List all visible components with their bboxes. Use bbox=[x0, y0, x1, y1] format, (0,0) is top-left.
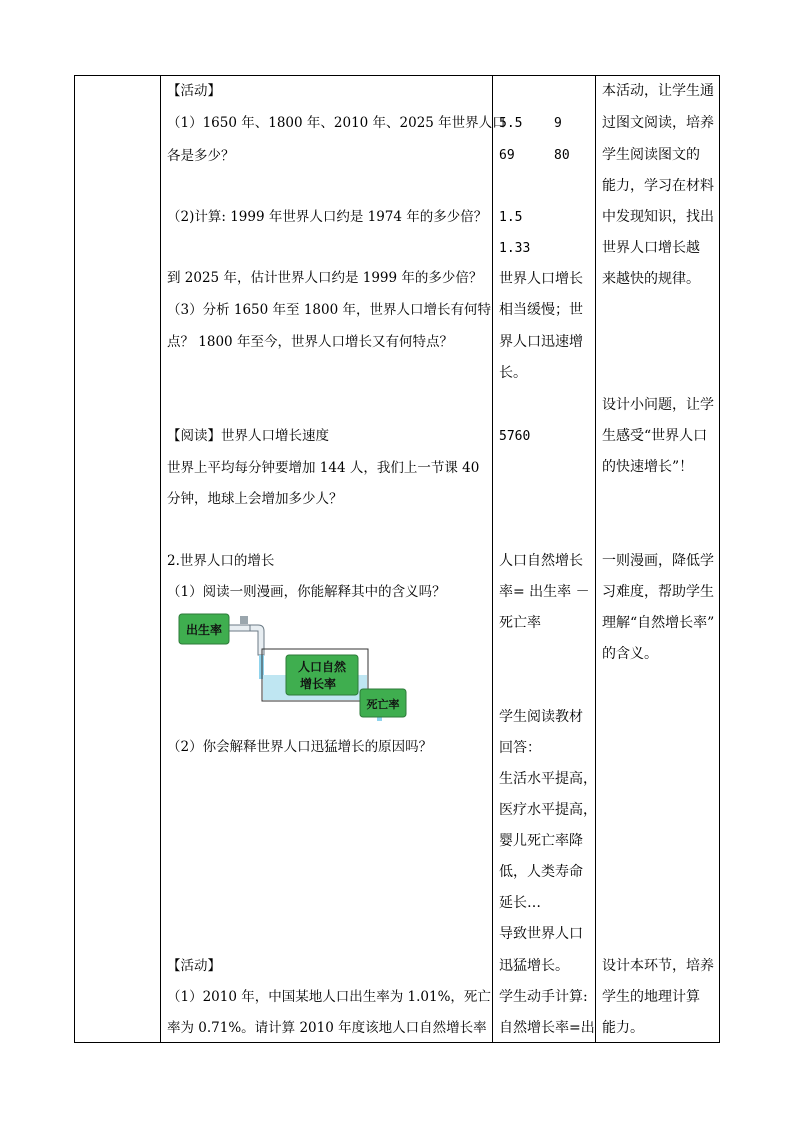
intent-1-line-2: 过图文阅读，培养 bbox=[602, 115, 714, 131]
question-3-line-1: （3）分析 1650 年至 1800 年，世界人口增长有何特 bbox=[167, 302, 491, 318]
inflow-pipe bbox=[228, 625, 250, 631]
answer-value-1: 5.5 bbox=[499, 116, 523, 131]
rate-formula-line-2: 率= 出生率 － bbox=[499, 584, 590, 600]
question-1-line-1: （1）1650 年、1800 年、2010 年、2025 年世界人口 bbox=[167, 115, 506, 131]
question-2-line-1: （2)计算: 1999 年世界人口约是 1974 年的多少倍？ bbox=[167, 209, 488, 225]
intent-3-line-1: 一则漫画，降低学 bbox=[602, 553, 714, 569]
reading-line-1: 世界上平均每分钟要增加 144 人，我们上一节课 40 bbox=[167, 460, 480, 476]
reading-answer: 5760 bbox=[499, 429, 531, 444]
intent-3-line-3: 理解“自然增长率” bbox=[602, 615, 715, 631]
question-3-line-2: 点？ 1800 年至今，世界人口增长又有何特点？ bbox=[167, 334, 453, 350]
intent-3-line-4: 的含义。 bbox=[602, 646, 658, 662]
trend-answer-line-4: 长。 bbox=[499, 365, 527, 381]
activity-2-heading: 【活动】 bbox=[167, 958, 221, 974]
reason-line-8: 导致世界人口 bbox=[499, 926, 583, 942]
intent-4-line-3: 能力。 bbox=[602, 1020, 644, 1036]
answer-value-4: 80 bbox=[554, 148, 570, 163]
table-right-border bbox=[719, 75, 720, 1043]
natural-growth-label-2: 增长率 bbox=[299, 677, 337, 691]
intent-1-line-6: 世界人口增长越 bbox=[602, 240, 700, 256]
trend-answer-line-1: 世界人口增长 bbox=[499, 271, 583, 287]
reading-line-2: 分钟，地球上会增加多少人？ bbox=[167, 491, 343, 507]
intent-2-line-1: 设计小问题，让学 bbox=[602, 397, 714, 413]
birth-rate-label: 出生率 bbox=[185, 623, 223, 637]
rate-formula-line-3: 死亡率 bbox=[499, 615, 541, 631]
intent-3-line-2: 习难度，帮助学生 bbox=[602, 584, 714, 600]
intent-1-line-1: 本活动，让学生通 bbox=[602, 83, 714, 99]
reason-line-3: 生活水平提高， bbox=[499, 771, 597, 787]
reason-line-7: 延长… bbox=[499, 895, 541, 911]
intent-1-line-3: 学生阅读图文的 bbox=[602, 147, 700, 163]
table-left-border bbox=[74, 75, 75, 1043]
activity-2-line-1: （1）2010 年，中国某地人口出生率为 1.01%，死亡 bbox=[167, 989, 491, 1005]
reading-heading: 【阅读】世界人口增长速度 bbox=[167, 428, 329, 444]
reason-line-1: 学生阅读教材 bbox=[499, 709, 583, 725]
calc-line-1: 学生动手计算: bbox=[499, 989, 588, 1005]
intent-2-line-3: 的快速增长”！ bbox=[602, 459, 694, 475]
intent-2-line-2: 生感受“世界人口 bbox=[602, 428, 708, 444]
lesson-plan-table bbox=[74, 75, 720, 1043]
answer-value-2: 9 bbox=[554, 116, 562, 131]
intent-4-line-1: 设计本环节，培养 bbox=[602, 958, 714, 974]
natural-growth-label-1: 人口自然 bbox=[297, 660, 347, 674]
trend-answer-line-3: 界人口迅速增 bbox=[499, 334, 583, 350]
table-bottom-border bbox=[74, 1042, 720, 1043]
inflow-valve-icon bbox=[240, 616, 248, 624]
intent-4-line-2: 学生的地理计算 bbox=[602, 989, 700, 1005]
section-2-heading: 2.世界人口的增长 bbox=[167, 553, 275, 569]
answer-value-3: 69 bbox=[499, 148, 515, 163]
ratio-answer-2: 1.33 bbox=[499, 241, 531, 256]
intent-1-line-4: 能力，学习在材料 bbox=[602, 178, 714, 194]
reason-line-5: 婴儿死亡率降 bbox=[499, 833, 583, 849]
intent-1-line-7: 来越快的规律。 bbox=[602, 271, 700, 287]
table-top-border bbox=[74, 75, 720, 76]
rate-formula-line-1: 人口自然增长 bbox=[499, 553, 583, 569]
activity-heading: 【活动】 bbox=[167, 83, 221, 99]
reason-line-4: 医疗水平提高， bbox=[499, 802, 597, 818]
col-divider-2 bbox=[492, 75, 493, 1043]
col-divider-3 bbox=[595, 75, 596, 1043]
question-2-line-2: 到 2025 年，估计世界人口约是 1999 年的多少倍？ bbox=[167, 270, 483, 286]
trend-answer-line-2: 相当缓慢；世 bbox=[499, 302, 583, 318]
intent-1-line-5: 中发现知识，找出 bbox=[602, 209, 714, 225]
section-2-question-1: （1）阅读一则漫画，你能解释其中的含义吗？ bbox=[167, 584, 446, 600]
natural-growth-cartoon bbox=[178, 613, 408, 723]
col-divider-1 bbox=[160, 75, 161, 1043]
reason-line-9: 迅猛增长。 bbox=[499, 958, 569, 974]
question-1-line-2: 各是多少？ bbox=[167, 148, 235, 164]
ratio-answer-1: 1.5 bbox=[499, 210, 523, 225]
activity-2-line-2: 率为 0.71%。请计算 2010 年度该地人口自然增长率 bbox=[167, 1020, 487, 1036]
reason-line-2: 回答： bbox=[499, 740, 541, 756]
death-rate-label: 死亡率 bbox=[366, 698, 400, 711]
calc-line-2: 自然增长率=出 bbox=[499, 1020, 595, 1036]
reason-line-6: 低，人类寿命 bbox=[499, 864, 583, 880]
section-2-question-2: （2）你会解释世界人口迅猛增长的原因吗？ bbox=[167, 739, 433, 755]
